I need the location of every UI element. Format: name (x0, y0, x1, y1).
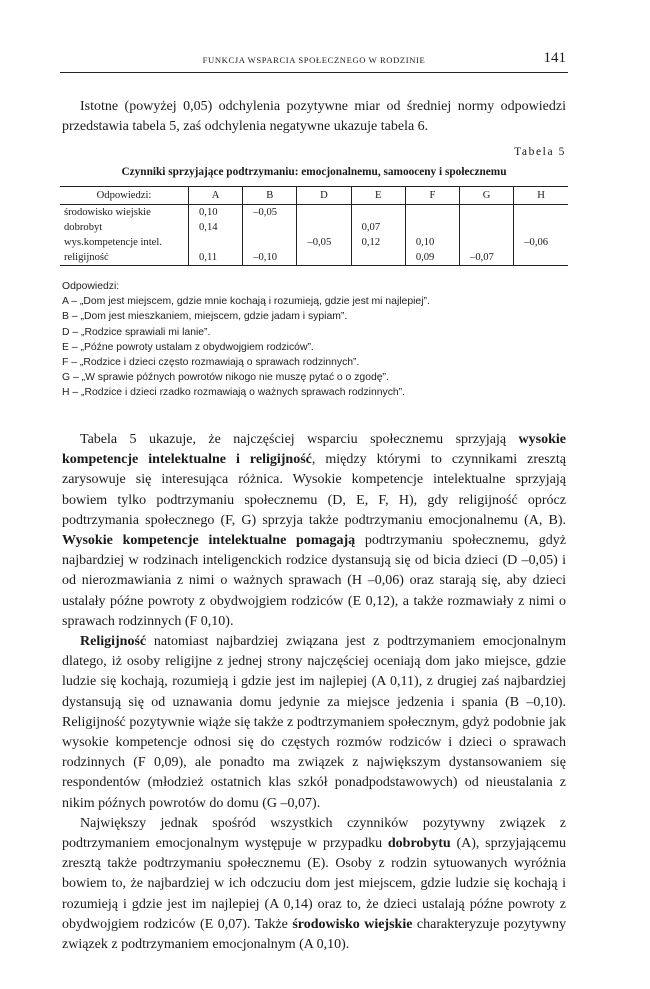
running-header (60, 52, 568, 73)
table-cell: –0,05 (243, 205, 297, 221)
table-cell: –0,05 (297, 235, 351, 250)
legend-item: E – „Późne powroty ustalam z obydwojgiem rodziców”. (62, 341, 314, 353)
row-label: wys.kompetencje intel. (64, 237, 162, 248)
paragraph (62, 430, 566, 632)
table-cell (351, 205, 405, 221)
legend-item: H – „Rodzice i dzieci rzadko rozmawiają o ważnych sprawach rodzinnych”. (62, 387, 406, 399)
legend-item: A – „Dom jest miejscem, gdzie mnie kochają i rozumieją, gdzie jest mi najlepiej”. (62, 296, 430, 308)
table-row (60, 250, 568, 266)
table-cell (351, 250, 405, 266)
legend-item: F – „Rodzice i dzieci często rozmawiają o sprawach rodzinnych”. (62, 357, 360, 369)
table-caption: Czynniki sprzyjające podtrzymaniu: emocjonalnemu, samooceny i społecznemu (121, 166, 507, 178)
text-run: natomiast najbardziej związana jest z podtrzymaniem emocjonalnym dlatego, iż osoby religijne z jednej strony najczęściej oceniają dom jako miejsce, gdzie ludzie się kochają, rozumieją i gdzie jest im najlepiej (A 0,11), z drugiej zaś najbardziej dystansują się od uznawania domu jedynie za miejsce jedzenia i spania (B –0,10). Religijność pozytywnie wiąże się także z podtrzymaniem społecznym, gdyż podobnie jak wysokie kompetencje odnosi się do częstych rozmów rodziców i dzieci o sprawach rodzinnych (F 0,09), ale ponadto ma związek z największym dystansowaniem się respondentów (młodzież ostatnich klas szkół ponadpodstawowych) od nieustalania z nikim późnych powrotów do domu (G –0,07). (62, 634, 566, 811)
table-row (60, 220, 568, 235)
paragraph (62, 814, 566, 955)
column-header: D (297, 187, 351, 205)
table-legend (62, 279, 566, 401)
column-header: E (351, 187, 405, 205)
table-cell: 0,14 (189, 220, 243, 235)
running-title: FUNKCJA WSPARCIA SPOŁECZNEGO W RODZINIE (202, 55, 426, 65)
bold-phrase: Religijność (80, 634, 147, 650)
intro-paragraph: Istotne (powyżej 0,05) odchylenia pozytywne miar od średniej normy odpowiedzi przedstawia tabela 5, zaś odchylenia negatywne ukazuje tabela 6. (62, 99, 566, 134)
table-cell (297, 250, 351, 266)
table-row (60, 205, 568, 221)
table-cell: 0,09 (405, 250, 459, 266)
column-header: H (514, 187, 568, 205)
table-cell (243, 235, 297, 250)
bold-phrase: środowisko wiejskie (292, 916, 413, 932)
text-run: , między którymi to czynnikami zresztą zarysowuje się interesująca różnica. Wysokie kompetencje intelektualne sprzyjają bowiem tylko podtrzymaniu społecznemu (D, E, F, H), gdy religijność oprócz podtrzymania społecznego (F, G) sprzyja także podtrzymaniu emocjonalnemu (A, B). (62, 452, 567, 528)
bold-phrase: wysokie kompetencje intelektualne i religijność (62, 432, 566, 468)
paragraph (62, 632, 566, 814)
page-number: 141 (543, 50, 566, 66)
row-label: dobrobyt (64, 222, 103, 233)
legend-title: Odpowiedzi: (62, 281, 120, 292)
table-header-row (60, 187, 568, 205)
table-row (60, 235, 568, 250)
body-text (62, 430, 566, 955)
column-header: B (243, 187, 297, 205)
table-cell (297, 220, 351, 235)
table-cell (460, 205, 514, 221)
bold-phrase: Wysokie kompetencje intelektualne pomagają (62, 533, 356, 549)
table-cell (460, 235, 514, 250)
legend-item: B – „Dom jest mieszkaniem, miejscem, gdzie jadam i sypiam”. (62, 311, 348, 323)
table-cell: 0,10 (405, 235, 459, 250)
row-label: środowisko wiejskie (64, 207, 151, 218)
row-label: religijność (60, 250, 189, 266)
table-cell: –0,07 (460, 250, 514, 266)
table-cell (243, 220, 297, 235)
legend-item: G – „W sprawie późnych powrotów nikogo nie muszę pytać o o zgodę”. (62, 372, 389, 384)
table-cell: 0,12 (351, 235, 405, 250)
column-header: Odpowiedzi: (60, 187, 189, 205)
text-run: charakteryzuje pozytywny związek z podtrzymaniem emocjonalnym (A 0,10). (62, 916, 566, 953)
data-table (60, 186, 568, 266)
text-run: podtrzymaniu społecznemu, gdyż najbardziej w rodzinach inteligenckich rodzice dystansują się od bicia dzieci (D –0,05) i od nierozmawiania z nimi o ważnych sprawach (H –0,06) oraz starają się, aby dzieci ustalały późne powroty z obydwojgiem rodziców (E 0,12), a także rozmawiały z nimi o sprawach rodzinnych (F 0,10). (62, 533, 566, 629)
text-run: (A), sprzyjającemu zresztą także podtrzymaniu społecznemu (E). Osoby z rodzin sytuowanych wyróżnia bowiem to, że najbardziej w ich odczuciu dom jest miejscem, gdzie ludzie się kochają i rozumieją i gdzie jest im najlepiej (A 0,14) oraz to, że dzieci ustalają późne powroty z obydwojgiem rodziców (E 0,07). Także (62, 836, 566, 932)
text-run: Największy jednak spośród wszystkich czynników pozytywny związek z podtrzymaniem emocjonalnym występuje w przypadku (62, 815, 566, 852)
table-cell (405, 205, 459, 221)
table-cell: –0,06 (514, 235, 568, 250)
table-label: Tabela 5 (514, 146, 566, 158)
table-cell (460, 220, 514, 235)
table-cell (514, 250, 568, 266)
table-cell (405, 220, 459, 235)
column-header: A (189, 187, 243, 205)
table-cell: 0,07 (351, 220, 405, 235)
column-header: F (405, 187, 459, 205)
table-cell: 0,10 (189, 205, 243, 221)
text-run: Tabela 5 ukazuje, że najczęściej wsparciu społecznemu sprzyjają (80, 432, 519, 447)
legend-item: D – „Rodzice sprawiali mi lanie”. (62, 326, 211, 338)
table-cell (514, 205, 568, 221)
table-cell: 0,11 (189, 250, 243, 266)
table-cell (189, 235, 243, 250)
table-cell (297, 205, 351, 221)
bold-phrase: dobrobytu (387, 836, 451, 852)
table-cell: –0,10 (243, 250, 297, 266)
column-header: G (460, 187, 514, 205)
table-cell (514, 220, 568, 235)
